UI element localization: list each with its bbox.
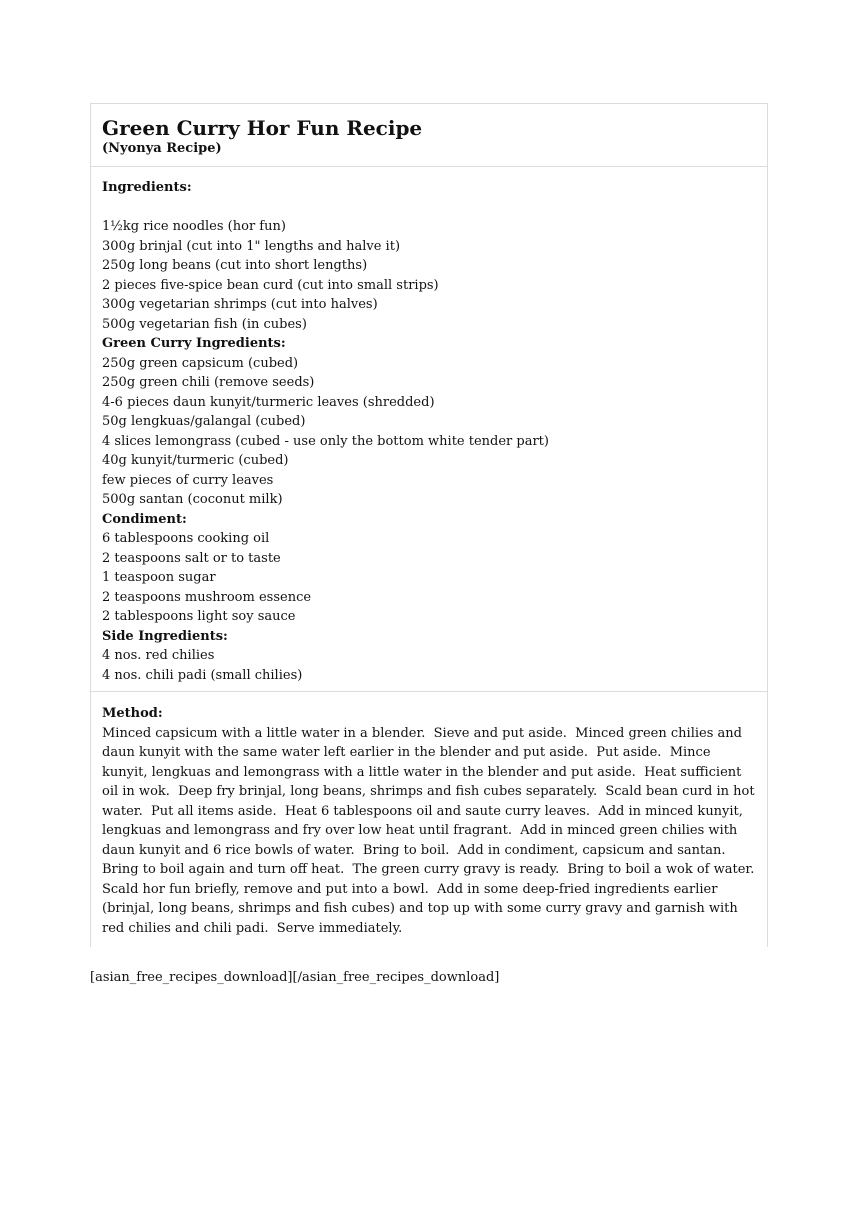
green-curry-item: 4 slices lemongrass (cubed - use only the bottom white tender part) <box>102 433 549 449</box>
green-curry-heading: Green Curry Ingredients: <box>102 336 286 351</box>
ingredient-item: 2 pieces five-spice bean curd (cut into small strips) <box>102 277 439 293</box>
recipe-title: Green Curry Hor Fun Recipe <box>102 116 423 140</box>
download-shortcode: [asian_free_recipes_download][/asian_free_recipes_download] <box>90 970 500 985</box>
ingredients-spacer <box>102 198 756 218</box>
condiment-item: 2 tablespoons light soy sauce <box>102 609 296 624</box>
ingredient-item: 300g vegetarian shrimps (cut into halves) <box>102 297 378 312</box>
recipe-subtitle: (Nyonya Recipe) <box>102 141 222 156</box>
method-section <box>91 692 767 947</box>
ingredient-item: 250g long beans (cut into short lengths) <box>102 258 368 273</box>
method-heading: Method: <box>102 706 163 721</box>
green-curry-item: 250g green capsicum (cubed) <box>102 355 299 371</box>
condiment-item: 2 teaspoons salt or to taste <box>102 550 281 566</box>
recipe-card <box>90 103 768 947</box>
condiment-item: 1 teaspoon sugar <box>102 570 216 585</box>
green-curry-item: 4-6 pieces daun kunyit/turmeric leaves (shredded) <box>102 394 435 410</box>
ingredients-section <box>91 167 767 692</box>
green-curry-item: 250g green chili (remove seeds) <box>102 375 315 390</box>
ingredients-heading: Ingredients: <box>102 180 192 195</box>
condiment-item: 6 tablespoons cooking oil <box>102 531 270 546</box>
condiment-heading: Condiment: <box>102 511 187 527</box>
green-curry-item: 40g kunyit/turmeric (cubed) <box>102 453 289 468</box>
condiment-item: 2 teaspoons mushroom essence <box>102 589 312 605</box>
ingredient-item: 1½kg rice noodles (hor fun) <box>102 219 286 234</box>
ingredient-item: 500g vegetarian fish (in cubes) <box>102 316 307 332</box>
recipe-header <box>91 104 767 167</box>
green-curry-item: 500g santan (coconut milk) <box>102 492 283 507</box>
side-ingredient-item: 4 nos. chili padi (small chilies) <box>102 667 303 683</box>
green-curry-item: few pieces of curry leaves <box>102 472 274 488</box>
side-ingredient-item: 4 nos. red chilies <box>102 648 215 663</box>
green-curry-item: 50g lengkuas/galangal (cubed) <box>102 414 306 429</box>
method-text: Minced capsicum with a little water in a blender. Sieve and put aside. Minced green chilies and daun kunyit with the same water left earlier in the blender and put aside. Put aside. Mince kunyit, lengkuas and lemongrass with a little water in the blender and put aside. Heat sufficient oil in wok. Deep fry brinjal, long beans, shrimps and fish cubes separately. Scald bean curd in hot water. Put all items aside. Heat 6 tablespoons oil and saute curry leaves. Add in minced kunyit, lengkuas and lemongrass and fry over low heat until fragrant. Add in minced green chilies with daun kunyit and 6 rice bowls of water. Bring to boil. Add in condiment, capsicum and santan. Bring to boil again and turn off heat. The green curry gravy is ready. Bring to boil a wok of water. Scald hor fun briefly, remove and put into a bowl. Add in some deep-fried ingredients earlier (brinjal, long beans, shrimps and fish cubes) and top up with some curry gravy and garnish with red chilies and chili padi. Serve immediately. <box>102 725 763 936</box>
ingredient-item: 300g brinjal (cut into 1" lengths and halve it) <box>102 238 401 254</box>
side-ingredients-heading: Side Ingredients: <box>102 628 228 644</box>
